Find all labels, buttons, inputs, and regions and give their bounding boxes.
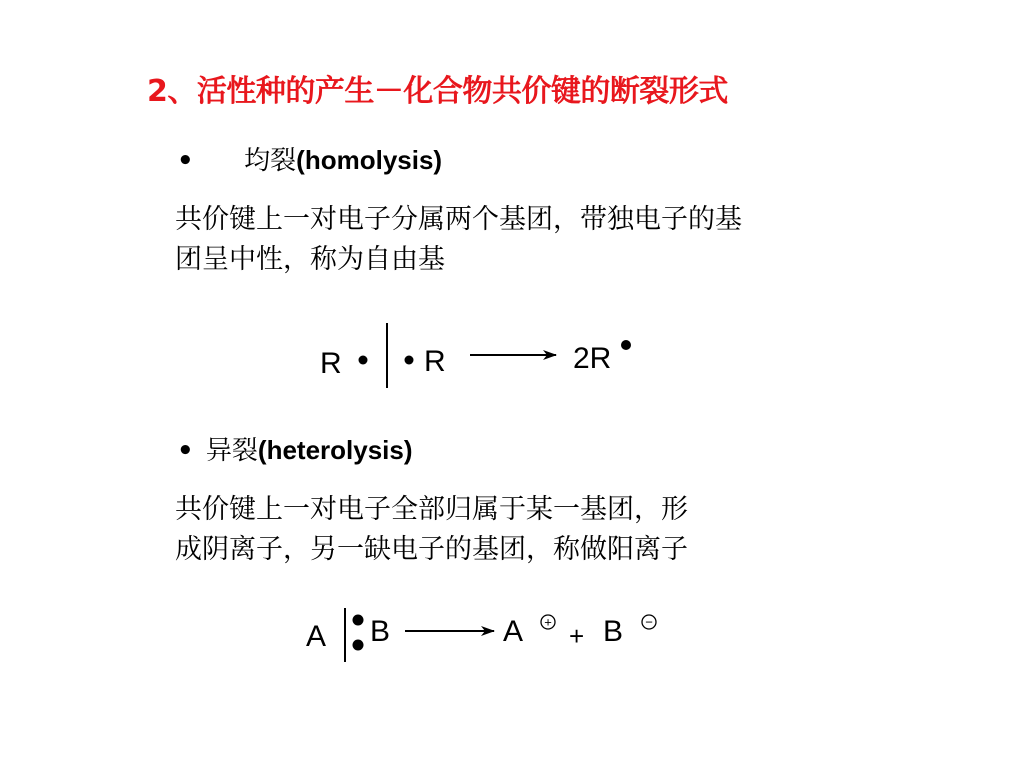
- homolysis-line-1: 共价键上一对电子分属两个基团，带独电子的基: [175, 204, 742, 235]
- heterolysis-product-a: A: [503, 615, 524, 648]
- homolysis-product: 2R: [573, 342, 612, 375]
- heterolysis-line-2: 成阴离子，另一缺电子的基团，称做阳离子: [175, 534, 688, 565]
- homolysis-left-r: R: [320, 347, 342, 380]
- radical-dot-icon: [359, 356, 368, 365]
- heterolysis-term: 异裂: [205, 436, 258, 466]
- electron-pair-dot-icon: [353, 640, 364, 651]
- negative-charge-icon: [642, 615, 656, 629]
- bullet-icon: •: [177, 146, 194, 176]
- homolysis-line-2: 团呈中性，称为自由基: [175, 244, 445, 275]
- homolysis-description: [175, 200, 742, 280]
- negative-charge-sign: −: [645, 614, 653, 630]
- page-title: 2、活性种的产生－化合物共价键的断裂形式: [147, 74, 728, 109]
- heterolysis-heading: [177, 430, 413, 467]
- homolysis-heading: [177, 140, 442, 177]
- homolysis-right-r: R: [424, 345, 446, 378]
- plus-sign: +: [569, 621, 585, 651]
- heterolysis-left-b: B: [370, 615, 391, 648]
- radical-dot-icon: [621, 340, 631, 350]
- heterolysis-line-1: 共价键上一对电子全部归属于某一基团，形: [175, 494, 688, 525]
- heterolysis-description: [175, 490, 688, 570]
- homolysis-english: (homolysis): [296, 145, 443, 175]
- heterolysis-product-b: B: [603, 615, 624, 648]
- heterolysis-left-a: A: [306, 620, 327, 653]
- positive-charge-sign: +: [544, 614, 552, 630]
- homolysis-term: 均裂: [244, 146, 297, 176]
- homolysis-equation: [320, 323, 631, 388]
- positive-charge-icon: [541, 615, 555, 629]
- bullet-icon: •: [177, 436, 194, 466]
- heterolysis-equation: [306, 608, 656, 662]
- electron-pair-dot-icon: [353, 615, 364, 626]
- radical-dot-icon: [405, 356, 414, 365]
- heterolysis-english: (heterolysis): [257, 435, 413, 465]
